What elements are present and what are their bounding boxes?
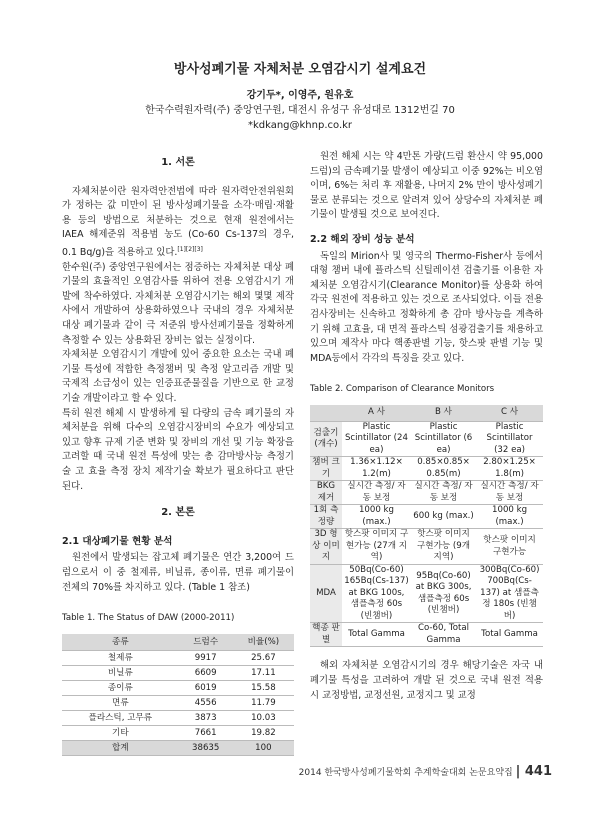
table-cell: Plastic Scintillator (6 ea): [411, 421, 476, 457]
table-row: [310, 481, 543, 505]
table-caption: Table 1. The Status of DAW (2000-2011): [62, 613, 235, 624]
table-cell: 1.36×1.12× 1.2(m): [342, 457, 411, 481]
paragraph: 특히 원전 해체 시 발생하게 될 다량의 금속 폐기물의 자체처분을 위해 다수의 오염감시장비의 수요가 예상되고 있고 향후 규제 기준 변화 및 장비의 개선 및 기능 확장을 고려할 때 국내 원전 특성에 맞는 총 감마방사능 측정기술 고 효율 측정 장치 제작기술 확보가 필요하다고 판단된다.: [62, 407, 294, 492]
table-cell: 3873: [179, 710, 233, 725]
table-cell: 1000 kg (max.): [342, 505, 411, 529]
author-affiliation: 한국수력원자력(주) 중앙연구원, 대전시 유성구 유성대로 1312번길 70: [145, 105, 455, 116]
paper-title: 방사성폐기물 자체처분 오염감시기 설계요건: [173, 62, 427, 77]
table-cell: 종이류: [62, 680, 179, 695]
table-row: [310, 529, 543, 565]
table-header-cell: 드럼수: [179, 634, 233, 651]
reference-marker: [1][2][3]: [177, 245, 203, 253]
section-heading-body: 2. 본론: [161, 507, 195, 519]
table-row: [310, 457, 543, 481]
footer-text: 2014 한국방사성폐기물학회 추계학술대회 논문요약집: [298, 768, 513, 778]
table-cell: 철제류: [62, 650, 179, 665]
section-heading-intro: 1. 서론: [161, 157, 195, 168]
table-header-cell: 종류: [62, 634, 179, 651]
author-block: [0, 88, 600, 133]
table-total-row: [62, 740, 294, 755]
table-cell: Plastic Scintillator (32 ea): [476, 421, 543, 457]
table-row: [310, 564, 543, 623]
table-header-row: [62, 634, 294, 651]
table-cell: 실시간 측정/ 자동 보정: [342, 481, 411, 505]
row-header-cell: 핵종 판별: [310, 623, 342, 647]
table-cell: 핫스팟 이미지 구현가능 (27개 지역): [342, 529, 411, 565]
table-cell: 1000 kg (max.): [476, 505, 543, 529]
table-cell: 핫스팟 이미지 구현가능: [476, 529, 543, 565]
table-cell: 면류: [62, 695, 179, 710]
table-cell: 19.82: [233, 725, 294, 740]
author-names: 강기두*, 이영주, 원유호: [246, 90, 354, 101]
table-cell: 25.67: [233, 650, 294, 665]
table-cell: 50Bq(Co-60) 165Bq(Cs-137) at BKG 100s, 샘플측정 60s (빈챔버): [342, 564, 411, 623]
paragraph: 자체처분이란 원자력안전법에 따라 원자력안전위원회가 정하는 값 미만이 된 방사성폐기물을 소각·매립·재활용 등의 방법으로 처분하는 것으로 현재 원전에서는 IAEA 해제준위 적용범 농도 (Co-60 Cs-137의 경우, 0.1 Bq/g)을 적용하고 있다.[1][2][3]: [62, 185, 294, 259]
page-number: | 441: [515, 764, 552, 779]
table-cell: 7661: [179, 725, 233, 740]
paragraph: 원전에서 발생되는 잡고체 폐기물은 연간 3,200여 드럼으로서 이 중 철제류, 비닐류, 종이류, 면류 폐기물이 전체의 70%를 차지하고 있다. (Table 1 참조): [62, 552, 294, 593]
table-header-cell: A 사: [342, 405, 411, 422]
table-cell: 6609: [179, 665, 233, 680]
table-cell: 실시간 측정/ 자동 보정: [476, 481, 543, 505]
table-cell: 합계: [62, 740, 179, 755]
table-cell: 95Bq(Co-60) at BKG 300s, 샘플측정 60s (빈챔버): [411, 564, 476, 623]
author-email: *kdkang@khnp.co.kr: [247, 120, 353, 131]
table-cell: 38635: [179, 740, 233, 755]
subsection-heading: 2.2 해외 장비 성능 분석: [310, 233, 415, 245]
table-header-cell: B 사: [411, 405, 476, 422]
table-cell: 0.85×0.85× 0.85(m): [411, 457, 476, 481]
paragraph: 원전 해체 시는 약 4만톤 가량(드럼 환산시 약 95,000 드럼)의 금속폐기물 발생이 예상되고 이중 92%는 비오염이며, 6%는 처리 후 재활용, 나머지 2% 만이 방사성폐기물로 분류되는 것으로 알려져 있어 상당수의 자체처분 폐기물이 발생될 것으로 보여진다.: [310, 151, 543, 221]
paragraph: 해외 자체처분 오염감시기의 경우 해당기술은 자국 내 폐기물 특성을 고려하여 개발 된 것으로 국내 원전 적용 시 교정방법, 교정선원, 교정지그 및 교정: [310, 660, 543, 701]
table-cell: 300Bq(Co-60) 700Bq(Cs-137) at 샘플측정 180s (빈챔버): [476, 564, 543, 623]
subsection-heading: 2.1 대상폐기물 현황 분석: [62, 535, 173, 547]
right-column: [310, 150, 543, 703]
table-row: [62, 695, 294, 710]
table-row: [62, 680, 294, 695]
table-cell: 11.79: [233, 695, 294, 710]
table-cell: Co-60, Total Gamma: [411, 623, 476, 647]
row-header-cell: 챔버 크기: [310, 457, 342, 481]
table-cell: 6019: [179, 680, 233, 695]
table-caption: Table 2. Comparison of Clearance Monitors: [310, 384, 495, 395]
row-header-cell: 검출기 (개수): [310, 421, 342, 457]
row-header-cell: 3D 형상 이미지: [310, 529, 342, 565]
row-header-cell: MDA: [310, 564, 342, 623]
table-cell: 기타: [62, 725, 179, 740]
daw-status-table: [62, 634, 294, 756]
table-cell: 100: [233, 740, 294, 755]
table-cell: 17.11: [233, 665, 294, 680]
table-row: [62, 710, 294, 725]
table-row: [310, 623, 543, 647]
table-header-cell: [310, 405, 342, 422]
table-cell: 비닐류: [62, 665, 179, 680]
table-cell: 600 kg (max.): [411, 505, 476, 529]
table-cell: 9917: [179, 650, 233, 665]
table-cell: Total Gamma: [342, 623, 411, 647]
table-row: [62, 725, 294, 740]
table-row: [310, 505, 543, 529]
table-cell: Plastic Scintillator (24 ea): [342, 421, 411, 457]
paragraph: 자체처분 오염감시기 개발에 있어 중요한 요소는 국내 폐기물 특성에 적합한 측정챔버 및 측정 알고리즘 개발 및 국제적 소급성이 있는 인증표준물질을 기반으로 한 교정기술 개발이라고 할 수 있다.: [62, 349, 294, 405]
table-header-cell: 비율(%): [233, 634, 294, 651]
table-cell: 핫스팟 이미지 구현가능 (9개지역): [411, 529, 476, 565]
table-cell: 15.58: [233, 680, 294, 695]
table-cell: 4556: [179, 695, 233, 710]
table-row: [62, 665, 294, 680]
table-row: [310, 421, 543, 457]
paragraph: 독일의 Mirion사 및 영국의 Thermo-Fisher사 등에서 대형 챔버 내에 플라스틱 신틸레이션 검출기를 이용한 자체처분 오염감시기(Clearance Monitor)를 상용화 하여 각국 원전에 적용하고 있는 것으로 조사되었다. 이들 전용검사장비는 신속하고 정확하게 총 감마 방사능을 계측하기 위해 고효율, 대 면적 플라스틱 섬광검출기를 채용하고 있으며 제작사 마다 핵종판별 기능, 핫스팟 판별 기능 및 MDA등에서 각각의 특징을 갖고 있다.: [310, 250, 543, 364]
row-header-cell: 1회 측정량: [310, 505, 342, 529]
page-footer: [299, 764, 552, 779]
table-cell: 10.03: [233, 710, 294, 725]
table-cell: 실시간 측정/ 자동 보정: [411, 481, 476, 505]
table-header-cell: C 사: [476, 405, 543, 422]
table-cell: 플라스틱, 고무류: [62, 710, 179, 725]
table-header-row: [310, 405, 543, 422]
table-cell: Total Gamma: [476, 623, 543, 647]
table-cell: 2.80×1.25× 1.8(m): [476, 457, 543, 481]
row-header-cell: BKG 제거: [310, 481, 342, 505]
table-row: [62, 650, 294, 665]
left-column: [62, 150, 294, 756]
clearance-monitor-table: [310, 405, 543, 648]
paragraph: 한수원(주) 중앙연구원에서는 점증하는 자체처분 대상 폐기물의 효율적인 오염감사를 위하여 전용 오염감시기 개발에 착수하였다. 자체처분 오염감시기는 해외 몇몇 제작사에서 개발하여 상용화하였으나 국내의 경우 자체처분 대상 폐기물과 같이 극 저준위 방사선폐기물을 정확하게 측정할 수 있는 상용화된 장비는 없는 실정이다.: [62, 261, 294, 346]
